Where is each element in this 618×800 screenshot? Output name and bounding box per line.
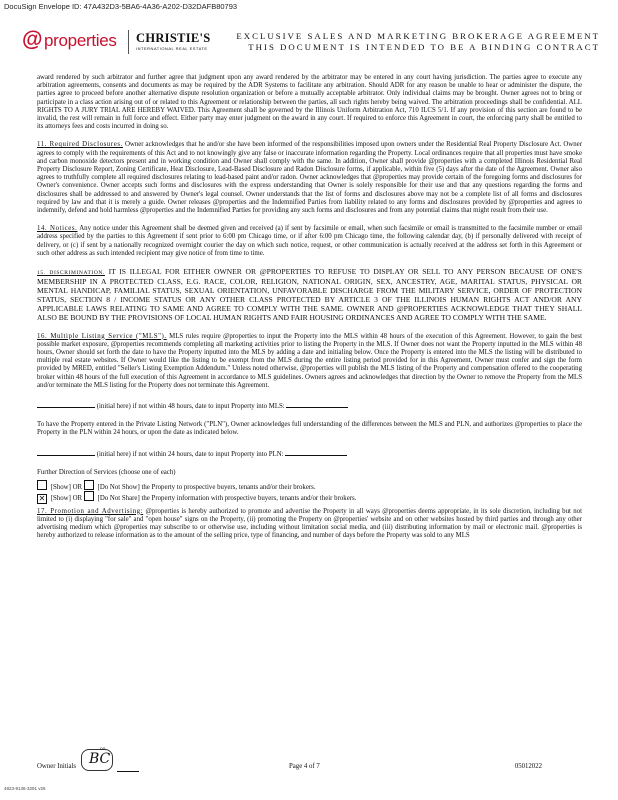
share-or-label: OR bbox=[72, 494, 83, 502]
brand-divider bbox=[128, 30, 129, 54]
pln-initial-label: (initial here) if not within 24 hours, date to input Property into PLN: bbox=[96, 450, 284, 458]
form-date: 05012022 bbox=[514, 763, 542, 770]
form-number: 4823-9136-3291 v26 bbox=[4, 786, 46, 791]
mls-initial-field[interactable] bbox=[37, 400, 95, 408]
share-option-label: [Show] bbox=[50, 494, 71, 502]
brand-christies-logo: CHRISTIE'S bbox=[136, 31, 211, 45]
discrimination-text: IT IS ILLEGAL FOR EITHER OWNER OR @PROPERTIES TO REFUSE TO DISPLAY OR SELL TO ANY PERSON BECAUSE OF ONE'S MEMBERSHIP IN A PROTECTED CLASS, E.G. RACE, COLOR, RELIGION, NATIONAL ORIGIN, SEX, ANCESTRY, AGE, MARITAL STATUS, PHYSICAL OR MENTAL HANDICAP, FAMILIAL STATUS, SEXUAL ORIENTATION, UNFAVORABLE DISCHARGE FROM THE MILITARY SERVICE, ORDER OF PROTECTION STATUS, SECTION 8 / INCOME STATUS OR ANY OTHER CLASS PROTECTED BY ARTICLE 3 OF THE ILLINOIS HUMAN RIGHTS ACT AND/OR ANY APPLICABLE LAWS RELATING TO SAME AND AGREE TO COMPLY WITH THE SAME. OWNER AND @PROPERTIES ACKNOWLEDGE THAT THEY SHALL ALSO BE BOUND BY THE PROVISIONS OF LOCAL HUMAN RIGHTS AND FAIR HOUSING ORDINANCES AND AGREE TO COMPLY WITH THE SAME. bbox=[37, 267, 582, 322]
pln-date-field[interactable] bbox=[285, 448, 347, 456]
disclosures-section bbox=[37, 141, 582, 215]
header-subtitle: THIS DOCUMENT IS INTENDED TO BE A BINDING CONTRACT bbox=[248, 42, 600, 52]
discrimination-section bbox=[37, 268, 582, 322]
notices-text: Any notice under this Agreement shall be deemed given and received (a) if sent by facsimile or email, when such facsimile or email is transmitted to the facsimile number or email address specified by the parties to this Agreement if sent prior to 6:00 pm Chicago time, or if after 6:00 pm Chicago time, the following calendar day, (b) if personally delivered with receipt of delivery, or (c) if sent by a nationally recognized overnight courier the day on which such notice, request, or other communication is actually received at the address set forth in this Agreement or such other address as such intended recipient may give notice of from time to time. bbox=[37, 225, 582, 257]
promotion-title: 17. Promotion and Advertising: bbox=[37, 507, 144, 515]
page-footer bbox=[37, 746, 582, 775]
pln-paragraph: To have the Property entered in the Private Listing Network ("PLN"), Owner acknowledges full understanding of the differences between the MLS and PLN, and authorizes @properties to place the Property in the PLN within 24 hours, or upon the date as indicated below. bbox=[37, 421, 582, 437]
page-number: Page 4 of 7 bbox=[289, 763, 320, 770]
docusign-tag: DS bbox=[100, 746, 106, 751]
mls-initial-label: (initial here) if not within 48 hours, date to input Property into MLS: bbox=[96, 402, 285, 410]
owner-initials-signature-box[interactable] bbox=[81, 746, 113, 771]
brand-christies-subtitle: INTERNATIONAL REAL ESTATE bbox=[136, 46, 208, 51]
disclosures-text: Owner acknowledges that he and/or she have been informed of the responsibilities imposed upon owners under the Residential Real Property Disclosure Act. Owner agrees to comply with the requirements of this Act and to not knowingly give any false or inaccurate information regarding the Property. Local ordinances require that all properties must have smoke and carbon monoxide detectors present and in working condition and Owner shall comply with the same. In addition, Owner shall provide @properties with a completed Illinois Residential Real Property Disclosure Report, Zoning Certificate, Heat Disclosure, Lead-Based Disclosure and Radon Disclosure forms, if applicable, within five (5) days after the date of the Agreement. Owner also agrees to truthfully complete all required disclosures relating to lead-based paint and/or radon. Owner acknowledges that @properties may provide certain of the foregoing forms and disclosures for Owner's convenience. Owner accepts such forms and disclosures with the express understanding that Owner is solely responsible for their use and that any questions regarding the forms and disclosures shall be addressed to and answered by Owner's legal counsel. Owner understands that the list of forms and disclosures above may not be a complete list of all forms and disclosures required by law and that it is merely a guide. Owner releases @properties and the Indemnified Parties from liability related to any forms and disclosures provided by @properties and agrees to indemnify, defend and hold harmless @properties and the Indemnified Parties for providing any such forms and disclosures and from any potential claims that might result from their use. bbox=[37, 141, 582, 215]
mls-title: 16. Multiple Listing Service ("MLS"). bbox=[37, 332, 167, 340]
show-checkbox[interactable] bbox=[37, 480, 47, 490]
promotion-section bbox=[37, 508, 582, 541]
mls-text: MLS rules require @properties to input the Property into the MLS within 48 hours of the execution of this Agreement. However, to gain the best possible market exposure, @properties recommends completing all marketing activities prior to listing the Property in the MLS. If Owner does not want the Property inputted in the MLS within 48 hours, Owner should set forth the date to have the Property inputted into the MLS by adding a date and initialing below. Once the Property is entered into the MLS the listing will be distributed to multiple real estate websites. If Owner would like the listing to be exempt from the MLS during the entire listing period provided for in this Agreement, Owner must confer and sign the form provided by MRED, entitled "Seller's Listing Exemption Addendum." Unless noted otherwise, @properties will publish the MLS listing of the Property and compensation offered to the cooperating broker within 48 hours of the full execution of this Agreement in accordance to MLS guidelines. Owners agrees and acknowledges that direction by the Owner to remove the Property from the MLS and/or terminate the MLS listing for the Property does not terminate this Agreement. bbox=[37, 332, 582, 389]
discrimination-title: 15. DISCRIMINATION. bbox=[37, 270, 105, 277]
owner-initials-signature: BC bbox=[89, 751, 111, 767]
disclosures-title: 11. Required Disclosures. bbox=[37, 141, 123, 149]
share-checkbox[interactable]: ✕ bbox=[38, 493, 46, 503]
document-body bbox=[37, 74, 582, 551]
do-not-share-label: [Do Not Share] the Property information with prospective buyers, tenants and/or their brokers. bbox=[97, 494, 357, 502]
envelope-id: DocuSign Envelope ID: 47A432D3-5BA6-4A36-A202-D32DAFB80793 bbox=[4, 2, 238, 11]
brand-properties-logo: properties bbox=[44, 31, 117, 50]
do-not-share-checkbox[interactable] bbox=[84, 491, 94, 501]
services-row-share bbox=[37, 491, 582, 502]
do-not-show-label: [Do Not Show] the Property to prospective buyers, tenants and/or their brokers. bbox=[97, 483, 316, 491]
promotion-text: @properties is hereby authorized to promote and advertise the Property in all ways @properties deems appropriate, in its sole discretion, including but not limited to (i) displaying "for sale" and "open house" signs on the Property, (ii) promoting the Property on @properties' website and on other websites hosted by third parties and through any other advertising medium which @properties may subscribe to or otherwise use, including without limitation social media, and (iii) distributing information by mail or electronic mail. @properties is hereby authorized to release information as to the amount of the selling price, type of financing, and number of days before the Property was sold to any MLS bbox=[37, 507, 582, 540]
services-title: Further Direction of Services (choose one of each) bbox=[37, 468, 176, 476]
header-title: EXCLUSIVE SALES AND MARKETING BROKERAGE AGREEMENT bbox=[236, 31, 600, 41]
document-header bbox=[22, 30, 600, 52]
pln-initial-line bbox=[37, 448, 582, 459]
do-not-show-checkbox[interactable] bbox=[84, 480, 94, 490]
pln-initial-field[interactable] bbox=[37, 448, 95, 456]
services-row-show bbox=[37, 480, 582, 491]
mls-section bbox=[37, 333, 582, 390]
mls-date-field[interactable] bbox=[286, 400, 348, 408]
show-option-label: [Show] bbox=[50, 483, 71, 491]
mls-initial-line bbox=[37, 400, 582, 411]
owner-initials-label: Owner Initials bbox=[37, 763, 77, 770]
notices-section bbox=[37, 225, 582, 258]
second-initials-field[interactable] bbox=[117, 771, 139, 772]
brand-at-logo: @ bbox=[22, 28, 42, 51]
notices-title: 14. Notices. bbox=[37, 225, 78, 233]
show-or-label: OR bbox=[72, 483, 83, 491]
arbitration-paragraph: award rendered by such arbitrator and further agree that judgment upon any award rendered by the arbitrator may be entered in any court having jurisdiction. The parties agree to execute any arbitration agreements, consents and documents as may be required by the ADR Systems to facilitate any arbitration. Should ADR for any reason be unable to hear or administer the dispute, the parties agree to proceed before another alternative dispute resolution organization or before a mutually acceptable arbitrator. Only individual claims may be brought. Owner agrees not to bring or participate in a class action arising out of or related to this Agreement or relationship between the parties, all such rights hereby being waived. The arbitration proceedings shall be confidential. ALL RIGHTS TO A JURY TRIAL ARE HEREBY WAIVED. This Agreement shall be governed by the Illinois Uniform Arbitration Act, 710 ILCS 5/1. If any provision of this section are found to be invalid, the rest will remain in full force and effect. Either party may enter judgment on the award in any court. If required to enforce this Agreement in court, the enforcing party shall be entitled to its attorneys fees and costs incurred in doing so. bbox=[37, 74, 582, 131]
